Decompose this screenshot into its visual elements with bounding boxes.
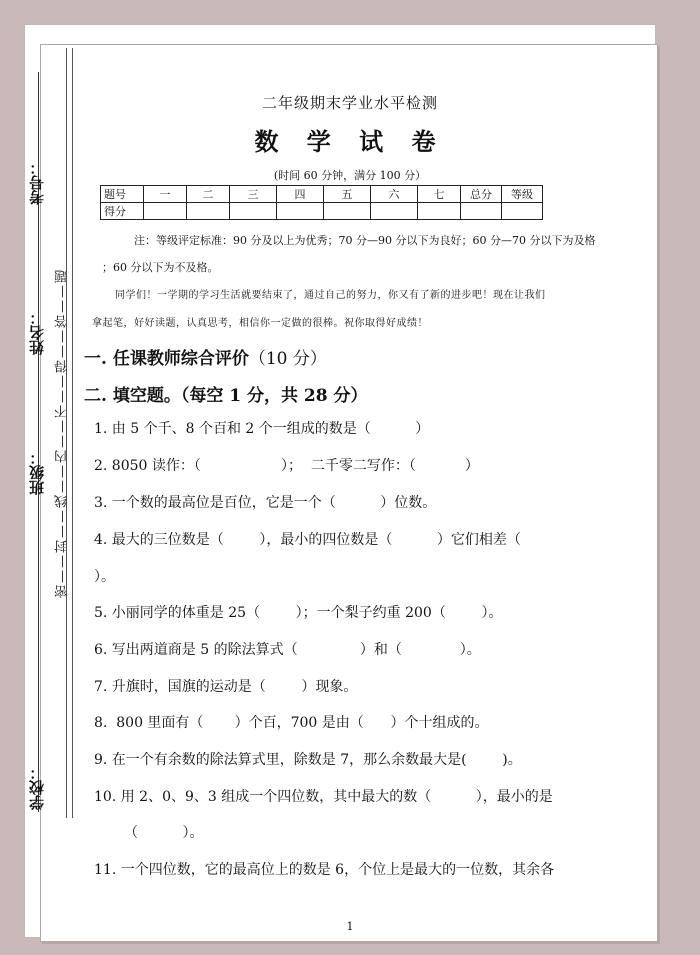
table-cell[interactable] bbox=[418, 203, 461, 220]
question-6: 6. 写出两道商是 5 的除法算式（ ）和（ ）。 bbox=[94, 642, 481, 658]
table-cell[interactable] bbox=[371, 203, 418, 220]
question-11: 11. 一个四位数，它的最高位上的数是 6，个位上是最大的一位数，其余各 bbox=[94, 862, 555, 878]
table-cell: 得分 bbox=[101, 203, 144, 220]
score-table bbox=[100, 185, 543, 220]
question-8: 8. 800 里面有（ ）个百，700 是由（ ）个十组成的。 bbox=[94, 715, 489, 731]
question-7: 7. 升旗时，国旗的运动是（ ）现象。 bbox=[94, 679, 358, 695]
table-cell[interactable] bbox=[502, 203, 543, 220]
table-cell[interactable] bbox=[461, 203, 502, 220]
table-cell: 总分 bbox=[461, 186, 502, 203]
table-cell: 四 bbox=[277, 186, 324, 203]
question-5: 5. 小丽同学的体重是 25（ ）；一个梨子约重 200（ ）。 bbox=[94, 605, 503, 621]
class-label: 班级： bbox=[28, 450, 46, 495]
margin-line-right bbox=[72, 48, 73, 818]
table-cell[interactable] bbox=[144, 203, 187, 220]
school-label: 学校： bbox=[28, 765, 46, 810]
table-cell[interactable] bbox=[230, 203, 277, 220]
page-number: 1 bbox=[346, 920, 354, 933]
question-4-cont: ）。 bbox=[94, 569, 115, 585]
section-2-heading: 二. 填空题。（每空 1 分，共 28 分） bbox=[84, 386, 368, 406]
table-cell: 等级 bbox=[502, 186, 543, 203]
grading-note-line2: ；60 分以下为不及格。 bbox=[102, 261, 219, 274]
seal-line-text: 密——封——线——内——不——得——答——题 bbox=[55, 268, 70, 598]
table-cell[interactable] bbox=[277, 203, 324, 220]
score-table-score-row bbox=[101, 203, 543, 220]
exam-number-label: 考号： bbox=[28, 160, 46, 205]
section-1-heading bbox=[84, 344, 327, 369]
table-cell: 五 bbox=[324, 186, 371, 203]
question-10: 10. 用 2、0、9、3 组成一个四位数，其中最大的数（ ），最小的是 bbox=[94, 789, 553, 805]
table-cell: 题号 bbox=[101, 186, 144, 203]
table-cell: 七 bbox=[418, 186, 461, 203]
table-cell: 六 bbox=[371, 186, 418, 203]
question-4: 4. 最大的三位数是（ ），最小的四位数是（ ）它们相差（ bbox=[94, 532, 521, 548]
question-9: 9. 在一个有余数的除法算式里，除数是 7，那么余数最大是( )。 bbox=[94, 752, 522, 768]
question-1: 1. 由 5 个千、8 个百和 2 个一组成的数是（ ） bbox=[94, 421, 430, 437]
intro-line2: 拿起笔，好好读题，认真思考，相信你一定做的很棒。祝你取得好成绩！ bbox=[92, 318, 428, 329]
name-label: 姓名： bbox=[28, 310, 46, 355]
section-1-score: （10 分） bbox=[248, 349, 327, 369]
question-2: 2. 8050 读作：（ ）； 二千零二写作：（ ） bbox=[94, 458, 479, 474]
exam-title: 数 学 试 卷 bbox=[254, 127, 446, 156]
intro-line1: 同学们！一学期的学习生活就要结束了，通过自己的努力，你又有了新的进步吧！现在让我们 bbox=[115, 290, 546, 301]
table-cell[interactable] bbox=[324, 203, 371, 220]
table-cell: 三 bbox=[230, 186, 277, 203]
table-cell: 一 bbox=[144, 186, 187, 203]
section-1-title: 一. 任课教师综合评价 bbox=[84, 349, 249, 369]
score-table-header-row bbox=[101, 186, 543, 203]
exam-subtitle: 二年级期末学业水平检测 bbox=[261, 94, 438, 112]
table-cell[interactable] bbox=[187, 203, 230, 220]
question-3: 3. 一个数的最高位是百位，它是一个（ ）位数。 bbox=[94, 495, 437, 511]
grading-note-line1: 注：等级评定标准：90 分及以上为优秀；70 分—90 分以下为良好；60 分—70 分以下为及格 bbox=[134, 234, 596, 247]
question-10-cont: （ ）。 bbox=[124, 825, 204, 841]
table-cell: 二 bbox=[187, 186, 230, 203]
time-note: (时间 60 分钟，满分 100 分） bbox=[273, 169, 427, 182]
